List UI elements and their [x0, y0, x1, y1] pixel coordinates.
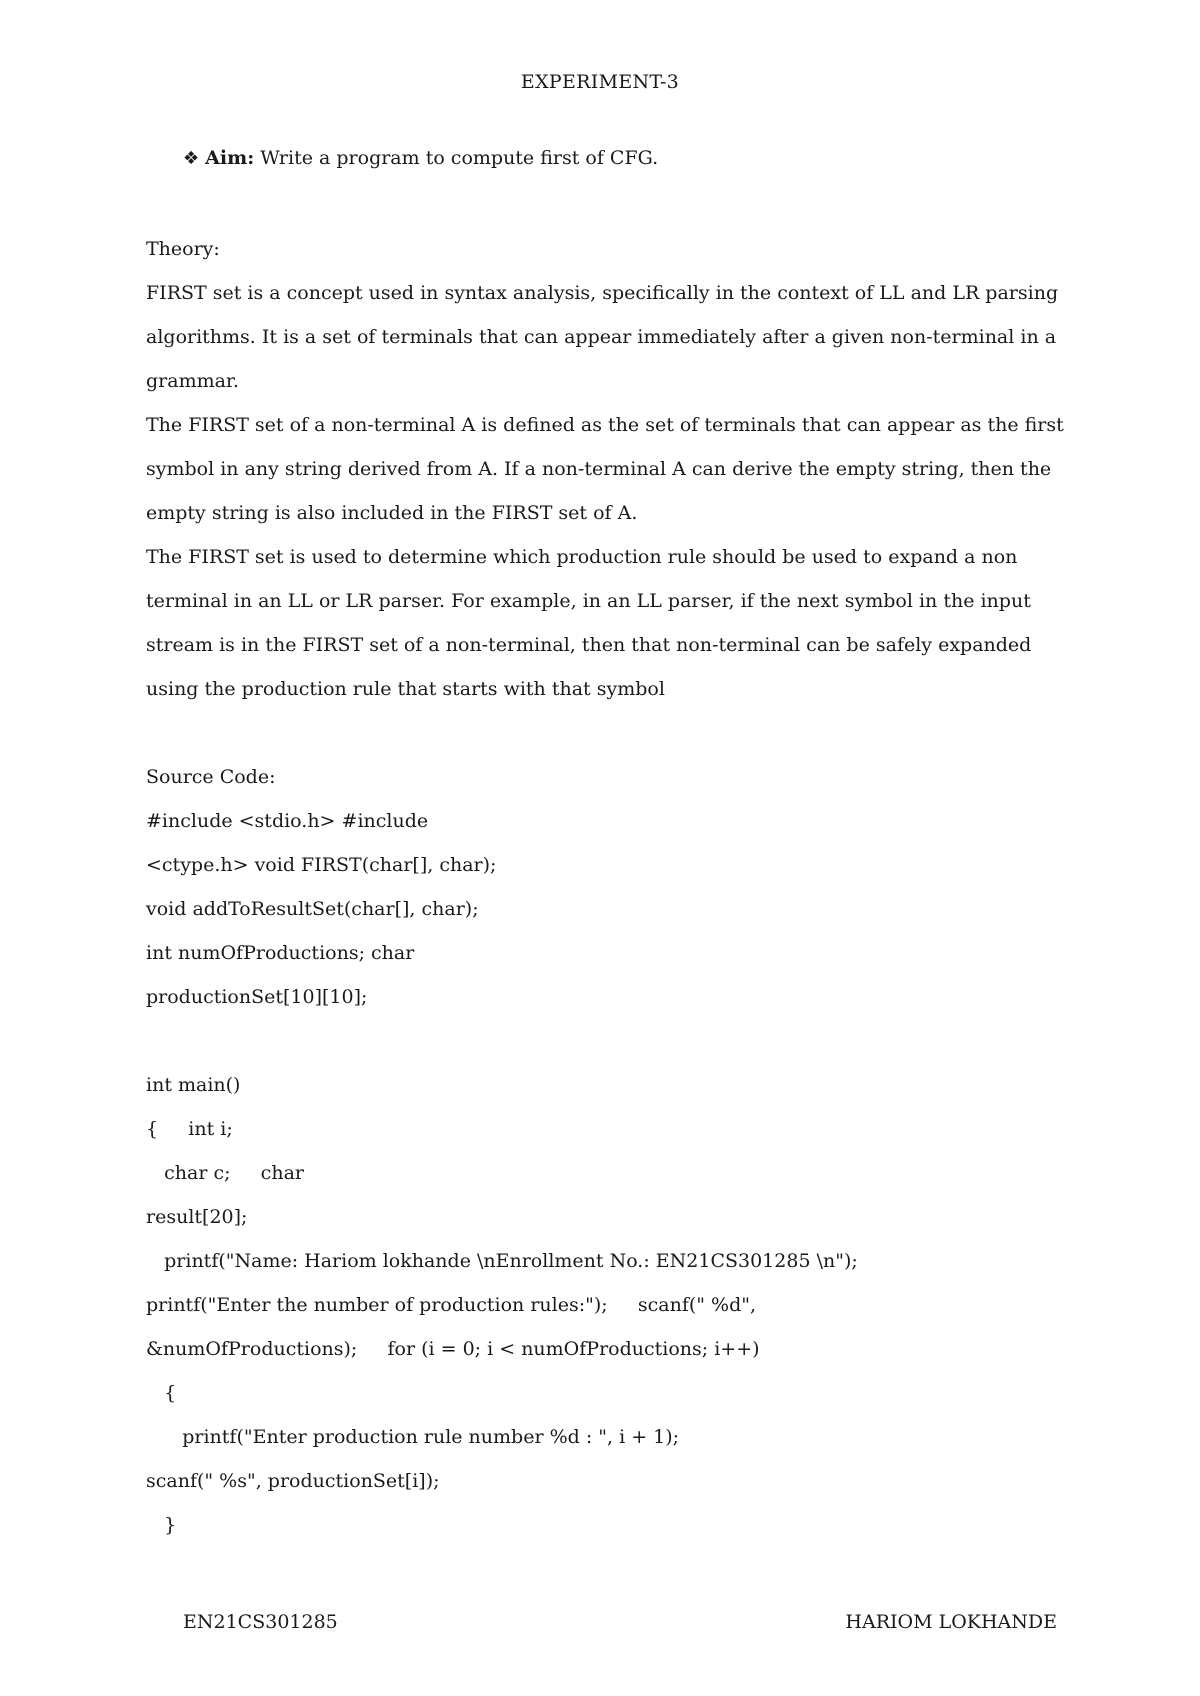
- theory-line: grammar.: [146, 370, 239, 392]
- code-line: { int i;: [146, 1118, 233, 1140]
- code-line: void addToResultSet(char[], char);: [146, 898, 479, 920]
- page-title: EXPERIMENT-3: [520, 71, 680, 93]
- code-line: int main(): [146, 1074, 241, 1096]
- theory-line: The FIRST set is used to determine which production rule should be used to expand a non: [146, 546, 1018, 568]
- aim-label: Aim:: [205, 147, 255, 169]
- code-line: printf("Enter the number of production rules:"); scanf(" %d",: [146, 1294, 757, 1316]
- diamond-bullet-icon: ❖: [183, 148, 200, 169]
- code-line: scanf(" %s", productionSet[i]);: [146, 1470, 440, 1492]
- code-line: printf("Name: Hariom lokhande \nEnrollment No.: EN21CS301285 \n");: [146, 1250, 858, 1272]
- code-line: #include <stdio.h> #include: [146, 810, 429, 832]
- theory-line: empty string is also included in the FIRST set of A.: [146, 502, 638, 524]
- code-line: &numOfProductions); for (i = 0; i < numOfProductions; i++): [146, 1338, 760, 1360]
- code-line: char c; char: [146, 1162, 304, 1184]
- code-line: }: [146, 1514, 177, 1536]
- footer-author-name: HARIOM LOKHANDE: [845, 1611, 1057, 1633]
- code-line: result[20];: [146, 1206, 248, 1228]
- aim-text: Write a program to compute first of CFG.: [254, 147, 659, 169]
- code-line: printf("Enter production rule number %d : ", i + 1);: [146, 1426, 680, 1448]
- code-line: {: [146, 1382, 177, 1404]
- code-line: productionSet[10][10];: [146, 986, 368, 1008]
- code-line: int numOfProductions; char: [146, 942, 415, 964]
- theory-line: The FIRST set of a non-terminal A is defined as the set of terminals that can appear as the first: [146, 414, 1064, 436]
- source-code-heading: Source Code:: [146, 766, 276, 788]
- theory-line: algorithms. It is a set of terminals that can appear immediately after a given non-terminal in a: [146, 326, 1057, 348]
- theory-line: symbol in any string derived from A. If a non-terminal A can derive the empty string, then the: [146, 458, 1052, 480]
- code-line: <ctype.h> void FIRST(char[], char);: [146, 854, 497, 876]
- theory-heading: Theory:: [146, 238, 220, 260]
- theory-line: stream is in the FIRST set of a non-terminal, then that non-terminal can be safely expanded: [146, 634, 1032, 656]
- theory-line: terminal in an LL or LR parser. For example, in an LL parser, if the next symbol in the input: [146, 590, 1031, 612]
- aim-line: [183, 147, 658, 169]
- theory-line: FIRST set is a concept used in syntax analysis, specifically in the context of LL and LR parsing: [146, 282, 1059, 304]
- footer-enrollment: EN21CS301285: [183, 1611, 338, 1633]
- theory-line: using the production rule that starts with that symbol: [146, 678, 665, 700]
